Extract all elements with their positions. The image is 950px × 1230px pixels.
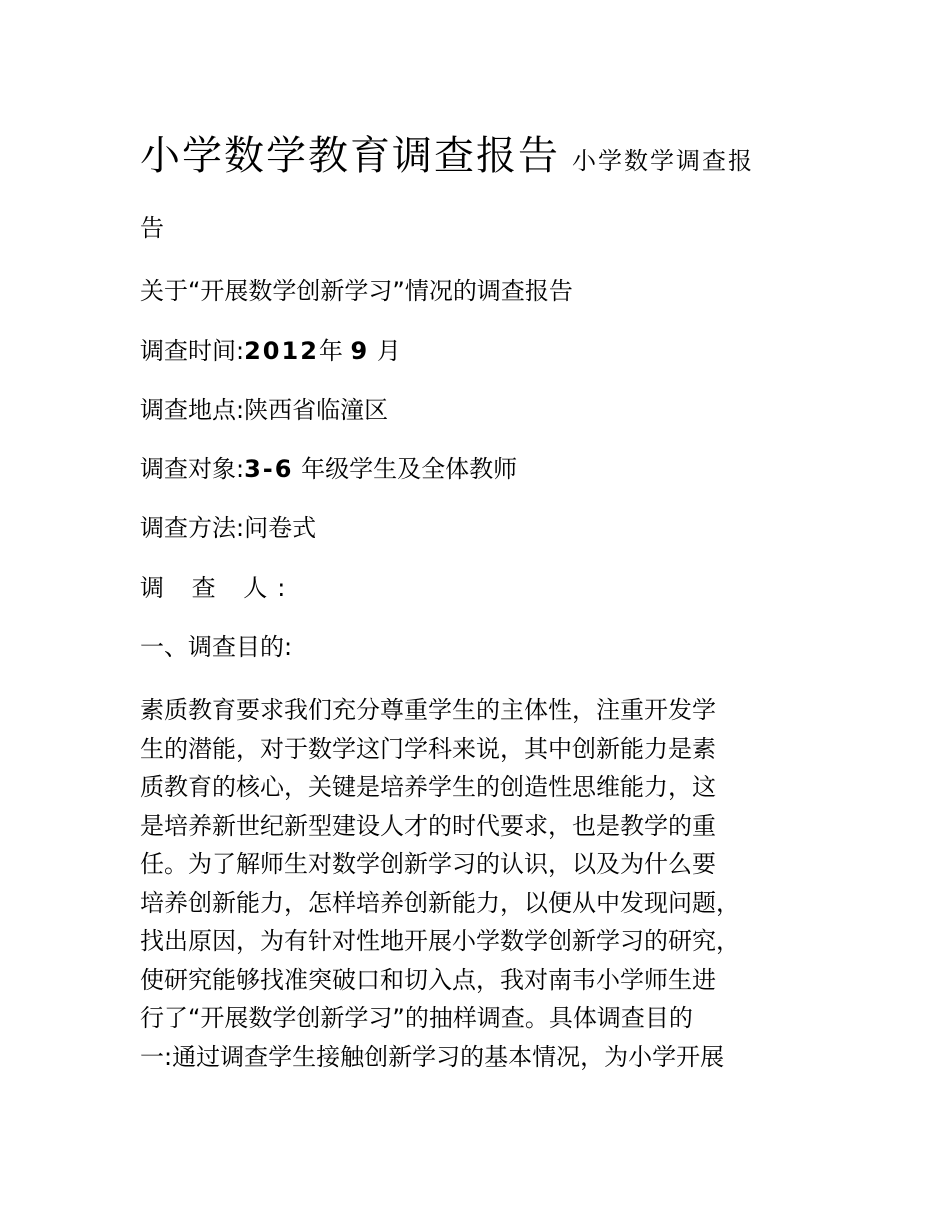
purpose-paragraph <box>140 691 820 1076</box>
paragraph-line: 行了“开展数学创新学习”的抽样调查。具体调查目的 <box>140 1004 693 1032</box>
survey-target-grades: 3-6 <box>244 455 294 483</box>
survey-target-rest: 年级学生及全体教师 <box>301 455 518 483</box>
document-title <box>140 128 820 242</box>
paragraph-line: 素质教育要求我们充分尊重学生的主体性，注重开发学 <box>140 696 716 724</box>
paragraph-line: 一:通过调查学生接触创新学习的基本情况，为小学开展 <box>140 1042 725 1071</box>
paragraph-line: 使研究能够找准突破口和切入点，我对南韦小学师生进 <box>140 965 716 994</box>
paragraph-line: 任。为了解师生对数学创新学习的认识，以及为什么要 <box>140 850 716 878</box>
survey-month: 9 <box>350 337 370 365</box>
field-survey-location: 调查地点:陕西省临潼区 <box>140 396 389 424</box>
survey-year: 2012 <box>244 337 319 365</box>
title-sub-wrap: 告 <box>140 214 164 242</box>
field-survey-target <box>140 454 517 484</box>
paragraph-line: 找出原因，为有针对性地开展小学数学创新学习的研究， <box>140 927 740 955</box>
paragraph-line: 质教育的核心，关键是培养学生的创造性思维能力，这 <box>140 773 716 801</box>
survey-target-label: 调查对象: <box>140 455 245 483</box>
title-sub: 小学数学调查报 <box>572 147 754 175</box>
field-investigator: 调 查 人: <box>140 574 296 602</box>
section-heading-purpose: 一、调查目的: <box>140 633 293 661</box>
survey-time-label: 调查时间: <box>140 337 245 365</box>
title-main: 小学数学教育调查报告 <box>140 133 560 179</box>
field-survey-time <box>140 336 401 366</box>
survey-year-unit: 年 <box>318 337 343 365</box>
field-survey-method: 调查方法:问卷式 <box>140 514 317 542</box>
paragraph-line: 培养创新能力，怎样培养创新能力，以便从中发现问题， <box>140 888 740 917</box>
survey-month-unit: 月 <box>376 337 401 365</box>
report-subtitle: 关于“开展数学创新学习”情况的调查报告 <box>140 277 573 305</box>
paragraph-line: 是培养新世纪新型建设人才的时代要求，也是教学的重 <box>140 811 716 840</box>
paragraph-line: 生的潜能，对于数学这门学科来说，其中创新能力是素 <box>140 734 716 763</box>
